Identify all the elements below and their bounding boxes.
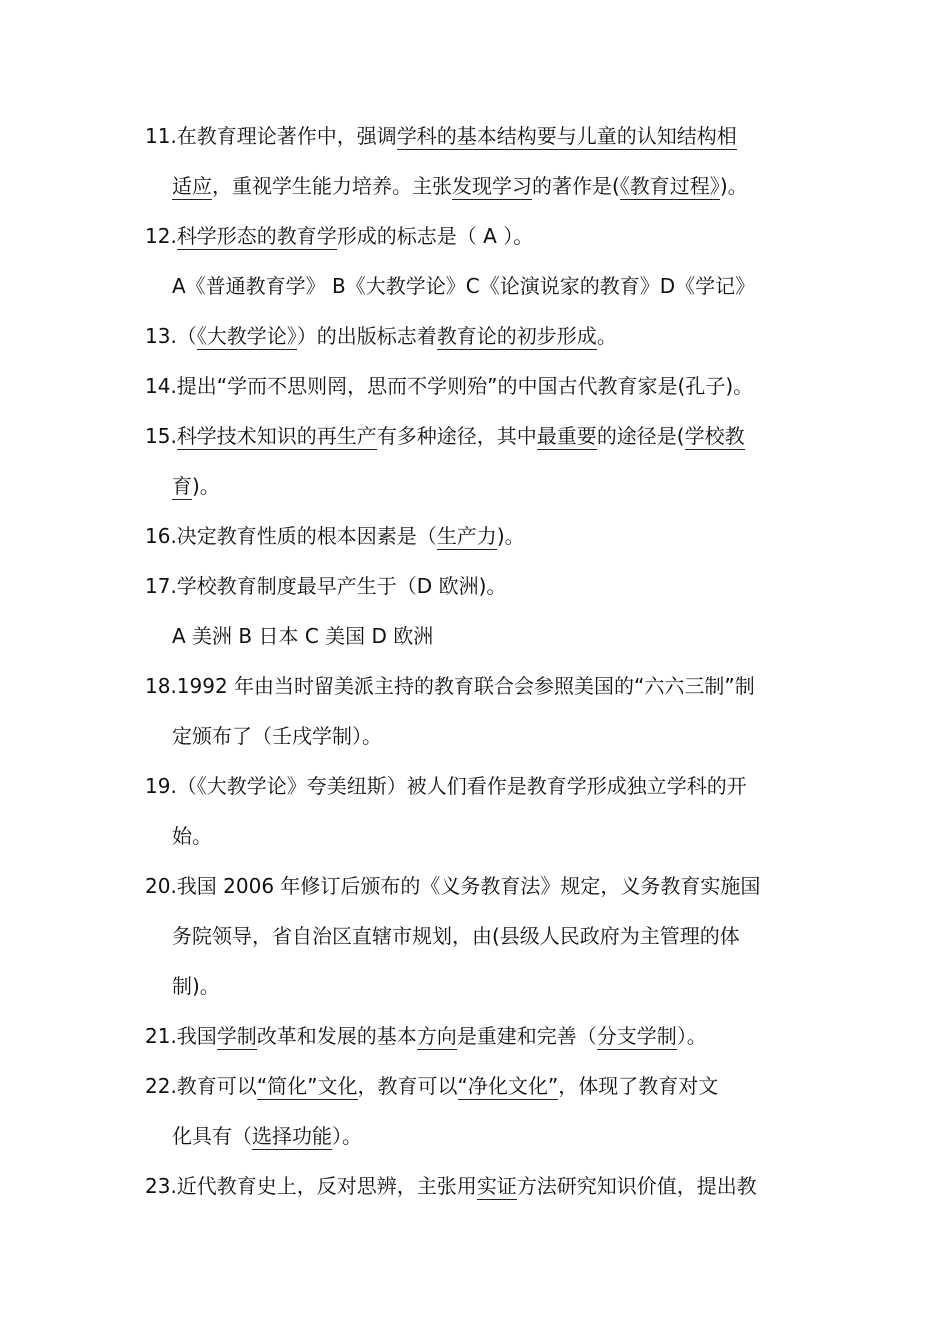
- question-20-line-3: 制)。: [172, 974, 220, 998]
- question-16: 16.决定教育性质的根本因素是（生产力)。: [145, 524, 525, 548]
- question-18-line-1: 18.1992 年由当时留美派主持的教育联合会参照美国的“六六三制”制: [145, 674, 755, 698]
- question-23: 23.近代教育史上，反对思辨，主张用实证方法研究知识价值，提出教: [145, 1174, 757, 1198]
- question-21: 21.我国学制改革和发展的基本方向是重建和完善（分支学制）。: [145, 1024, 707, 1048]
- question-19-line-1: 19.（《大教学论》夸美纽斯）被人们看作是教育学形成独立学科的开: [145, 774, 747, 798]
- question-12-options: A《普通教育学》 B《大教学论》C《论演说家的教育》D《学记》: [172, 274, 756, 298]
- question-18-line-2: 定颁布了（壬戌学制）。: [172, 724, 382, 748]
- question-15-line-2: 育)。: [172, 474, 220, 498]
- question-17-options: A 美洲 B 日本 C 美国 D 欧洲: [172, 624, 434, 648]
- question-12: 12.科学形态的教育学形成的标志是（ A ）。: [145, 224, 534, 248]
- question-22-line-1: 22.教育可以“简化”文化，教育可以“净化文化”，体现了教育对文: [145, 1074, 719, 1098]
- question-17: 17.学校教育制度最早产生于（D 欧洲)。: [145, 574, 507, 598]
- question-15-line-1: 15.科学技术知识的再生产有多种途径，其中最重要的途径是(学校教: [145, 424, 745, 448]
- question-20-line-1: 20.我国 2006 年修订后颁布的《义务教育法》规定，义务教育实施国: [145, 874, 761, 898]
- question-19-line-2: 始。: [172, 824, 212, 848]
- question-20-line-2: 务院领导，省自治区直辖市规划，由(县级人民政府为主管理的体: [172, 924, 740, 948]
- question-11-line-1: 11.在教育理论著作中，强调学科的基本结构要与儿童的认知结构相: [145, 124, 737, 148]
- question-11-line-2: 适应，重视学生能力培养。主张发现学习的著作是(《教育过程》)。: [172, 174, 748, 198]
- question-22-line-2: 化具有（选择功能）。: [172, 1124, 362, 1148]
- question-13: 13.（《大教学论》）的出版标志着教育论的初步形成。: [145, 324, 617, 348]
- question-14: 14.提出“学而不思则罔，思而不学则殆”的中国古代教育家是(孔子)。: [145, 374, 754, 398]
